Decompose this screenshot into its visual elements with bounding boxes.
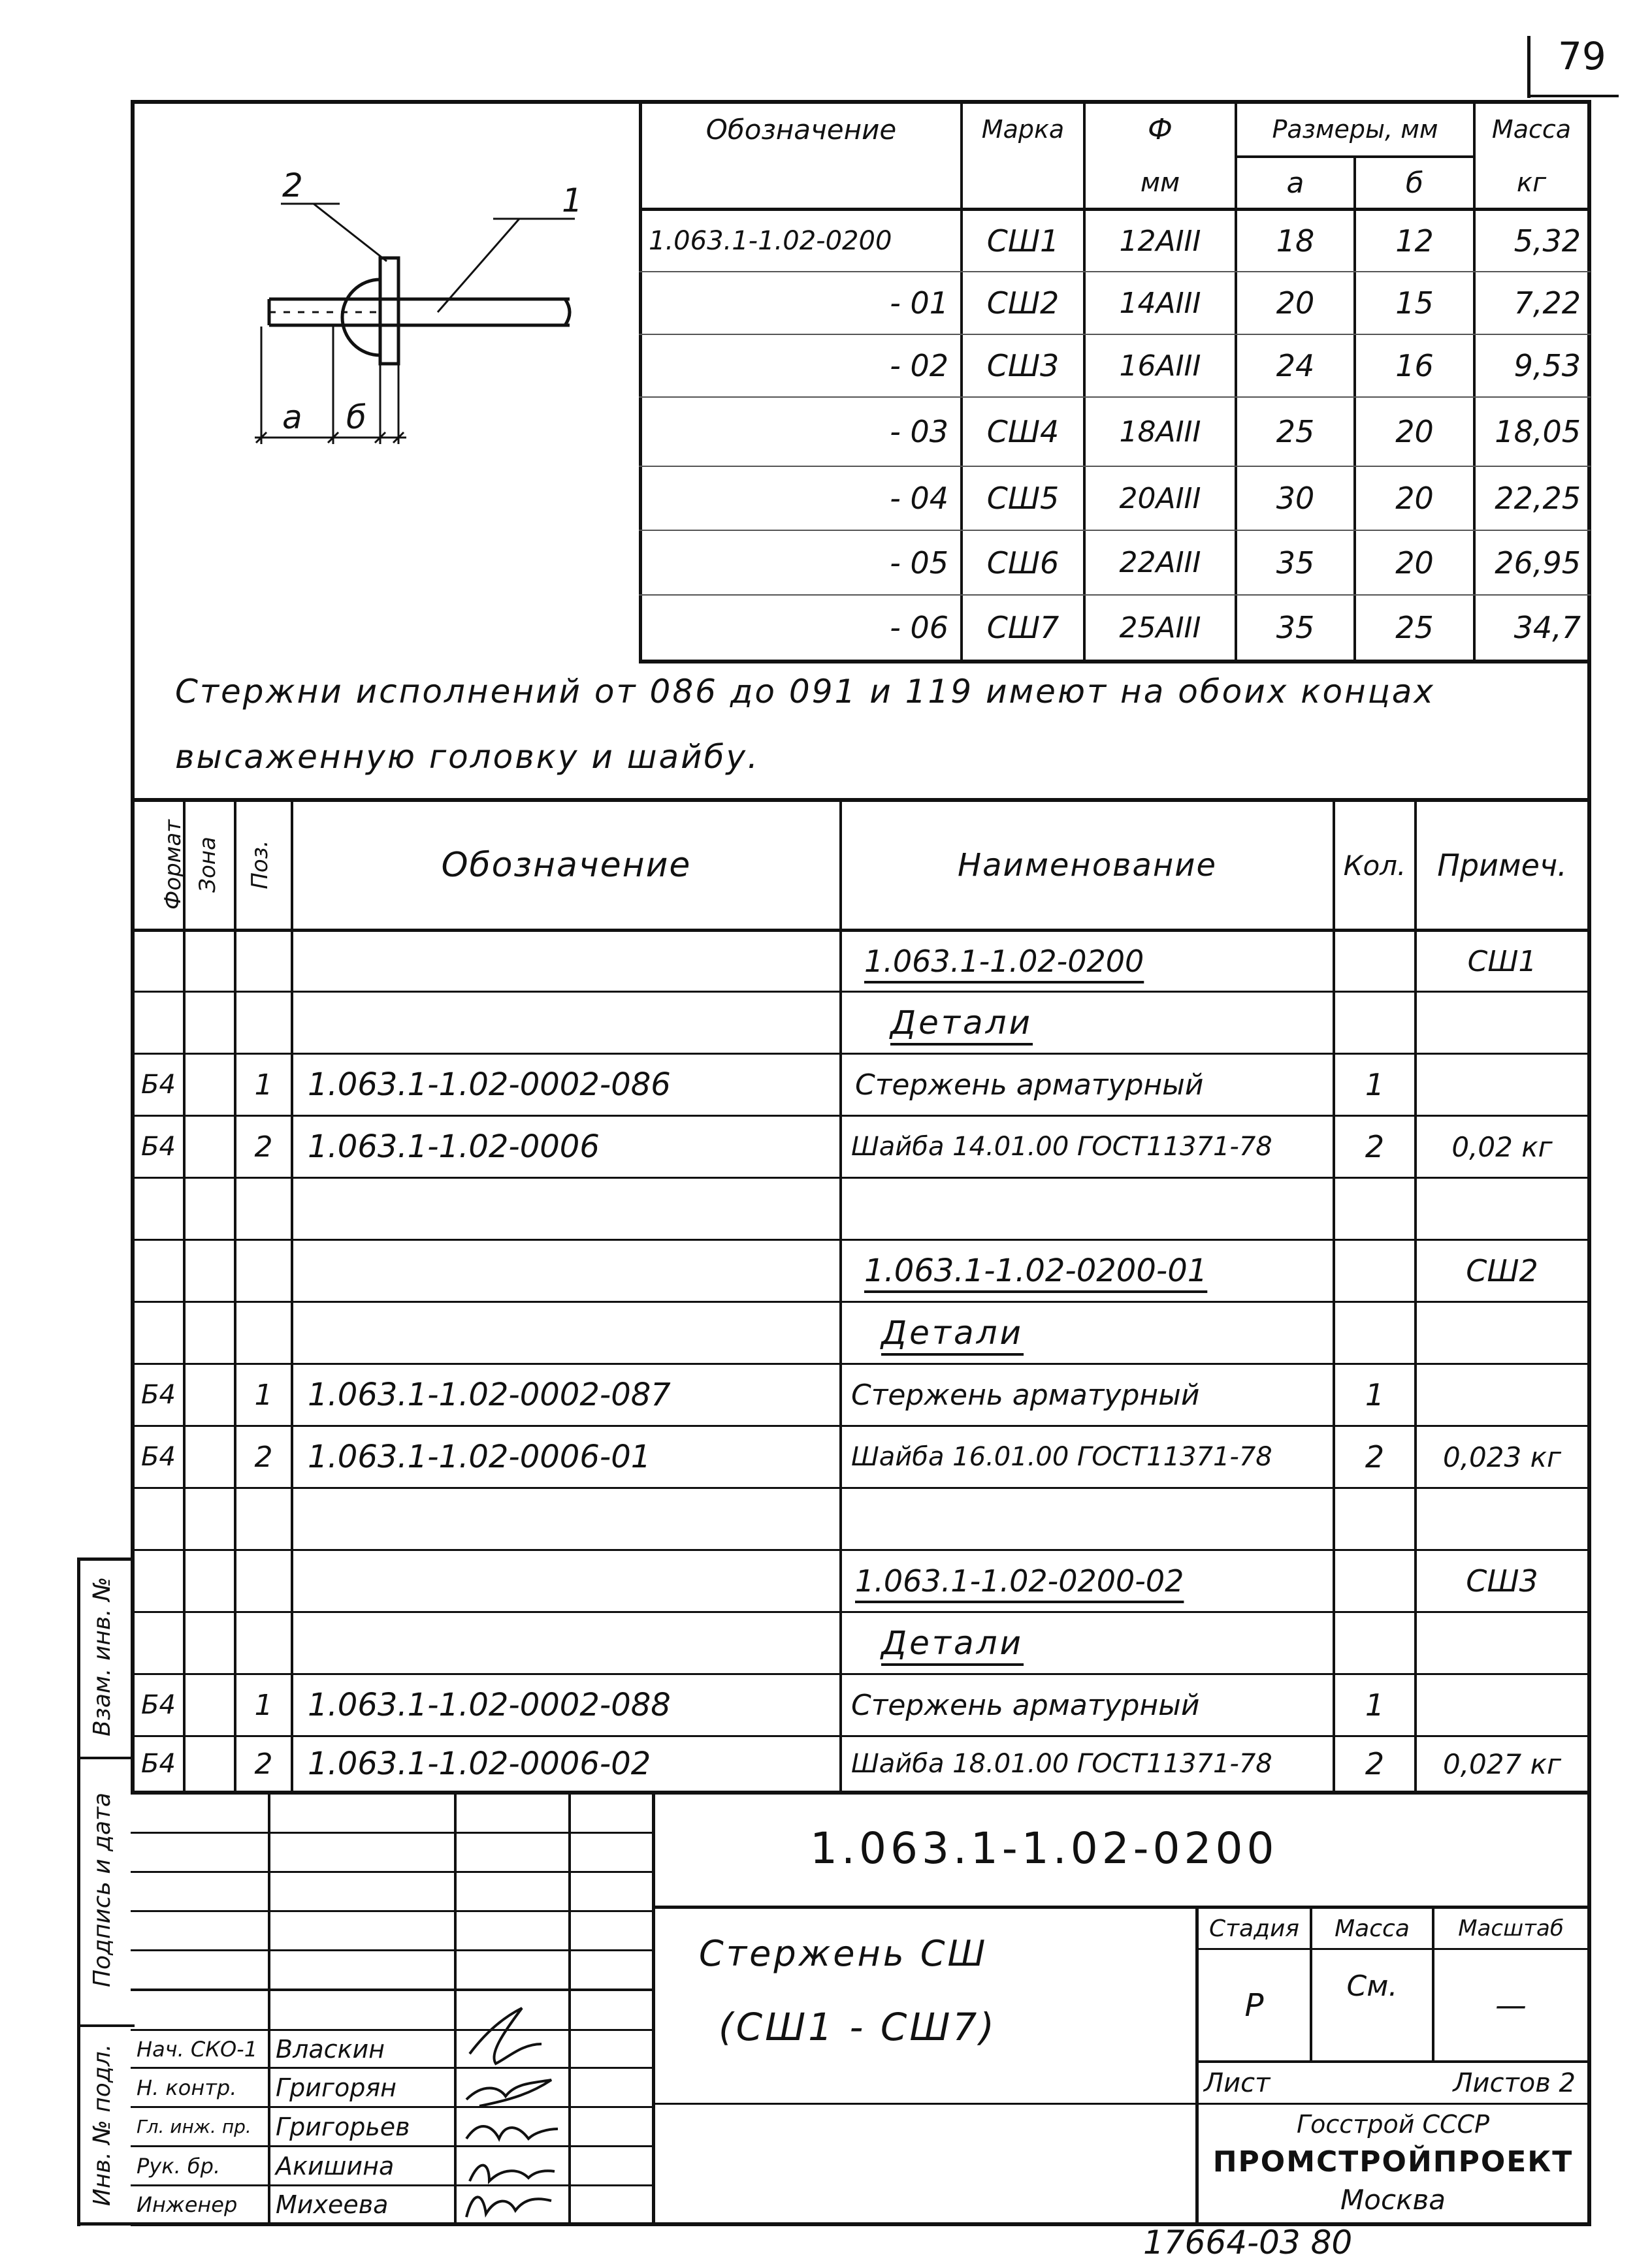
spec-row-format: Б4 xyxy=(141,1132,176,1162)
params-row-a: 24 xyxy=(1276,348,1315,383)
dim-a-label: а xyxy=(282,398,302,436)
spec-row-qty: 2 xyxy=(1365,1129,1385,1164)
spec-row-qty xyxy=(1335,1241,1414,1301)
footer-number: 17664-03 80 xyxy=(1143,2224,1353,2261)
params-row-mark: СШ4 xyxy=(986,414,1060,449)
product-name-line-2: (СШ1 - СШ7) xyxy=(719,2005,997,2049)
spec-row-pos xyxy=(236,932,291,991)
spec-row-format: Б4 xyxy=(141,1442,176,1472)
spec-row-designation: 1.063.1-1.02-0002-086 xyxy=(308,1066,671,1103)
spec-row-pos: 1 xyxy=(254,1378,273,1412)
spec-row-format xyxy=(134,1613,183,1673)
params-row-b: 16 xyxy=(1395,348,1434,383)
callout-1: 1 xyxy=(562,182,583,219)
params-row-mass: 18,05 xyxy=(1495,414,1581,449)
params-row-b: 15 xyxy=(1395,285,1434,321)
spec-header-format: Формат xyxy=(160,820,186,910)
params-row-mass: 5,32 xyxy=(1514,223,1581,259)
spec-row-qty: 2 xyxy=(1365,1439,1385,1475)
spec-row-pos: 2 xyxy=(254,1130,273,1164)
params-row-designation: 1.063.1-1.02-0200 xyxy=(649,226,892,256)
spec-row-note xyxy=(1417,1613,1587,1673)
spec-row-qty xyxy=(1335,1179,1414,1239)
spec-header-designation: Обозначение xyxy=(441,846,692,885)
staff-name: Григорьев xyxy=(276,2112,410,2141)
stage-value: Р xyxy=(1244,1987,1264,2024)
sheet-label: Лист xyxy=(1204,2068,1271,2098)
params-row-b: 20 xyxy=(1395,481,1434,516)
params-row-a: 18 xyxy=(1276,223,1315,259)
params-header-b: б xyxy=(1405,166,1424,200)
org-name: ПРОМСТРОЙПРОЕКТ xyxy=(1212,2145,1574,2179)
spec-row-note: 0,023 кг xyxy=(1442,1441,1562,1473)
spec-row-name: Стержень арматурный xyxy=(851,1688,1200,1722)
params-row-mark: СШ6 xyxy=(986,545,1060,581)
params-row-mass: 22,25 xyxy=(1495,481,1581,516)
spec-row-name: Шайба 14.01.00 ГОСТ11371-78 xyxy=(851,1132,1272,1162)
spec-row-note xyxy=(1417,1489,1587,1549)
params-header-a: а xyxy=(1286,166,1304,200)
product-name-line-1: Стержень СШ xyxy=(699,1933,988,1974)
spec-row-note xyxy=(1417,1675,1587,1735)
params-row-phi: 12АIII xyxy=(1119,224,1201,258)
spec-row-format xyxy=(134,1241,183,1301)
params-row-mark: СШ3 xyxy=(986,348,1060,383)
staff-role: Рук. бр. xyxy=(137,2153,221,2179)
signature-2 xyxy=(466,2080,551,2106)
spec-row-note: СШ2 xyxy=(1466,1253,1538,1288)
staff-role: Гл. инж. пр. xyxy=(137,2116,251,2137)
spec-row-designation xyxy=(293,1489,839,1549)
upset-head xyxy=(342,280,380,355)
spec-row-designation: 1.063.1-1.02-0006-02 xyxy=(308,1746,651,1782)
spec-row-qty: 1 xyxy=(1365,1687,1385,1723)
params-row-phi: 25АIII xyxy=(1119,611,1201,645)
spec-row-name: 1.063.1-1.02-0200-01 xyxy=(864,1253,1208,1289)
signature-1 xyxy=(470,2008,542,2064)
staff-name: Михеева xyxy=(276,2190,389,2219)
spec-row-name: Детали xyxy=(881,1624,1024,1662)
params-row-phi: 14АIII xyxy=(1119,286,1201,320)
spec-row-designation xyxy=(293,932,839,991)
doc-number: 1.063.1-1.02-0200 xyxy=(810,1823,1278,1874)
spec-row-note xyxy=(1417,1303,1587,1363)
page-number: 79 xyxy=(1558,34,1606,78)
spec-row-designation xyxy=(293,1613,839,1673)
params-row-mass: 34,7 xyxy=(1514,610,1581,645)
org-ministry: Госстрой СССР xyxy=(1296,2109,1489,2139)
spec-row-designation: 1.063.1-1.02-0002-087 xyxy=(308,1377,671,1413)
staff-name: Власкин xyxy=(276,2034,385,2064)
params-row-mark: СШ2 xyxy=(986,285,1060,321)
spec-row-format: Б4 xyxy=(141,1749,176,1779)
stage-header: Стадия xyxy=(1208,1915,1300,1942)
params-header-designation: Обозначение xyxy=(705,113,897,146)
note-line-2: высаженную головку и шайбу. xyxy=(175,738,760,776)
spec-header-zone: Зона xyxy=(195,837,221,893)
params-header-phi: Ф xyxy=(1148,112,1173,146)
params-header-mass: Масса xyxy=(1491,115,1572,144)
params-row-b: 20 xyxy=(1395,414,1434,449)
spec-row-format: Б4 xyxy=(141,1690,176,1720)
staff-role: Инженер xyxy=(137,2192,238,2217)
spec-row-qty xyxy=(1335,932,1414,991)
spec-row-format xyxy=(134,932,183,991)
params-header-phi-unit: мм xyxy=(1140,168,1180,198)
spec-row-format xyxy=(134,1303,183,1363)
spec-row-note: СШ1 xyxy=(1467,944,1537,978)
params-row-designation: - 01 xyxy=(890,285,948,321)
params-row-designation: - 04 xyxy=(890,481,948,516)
params-row-mark: СШ7 xyxy=(986,610,1060,645)
washer xyxy=(380,258,398,364)
spec-row-designation xyxy=(293,1551,839,1611)
spec-row-designation: 1.063.1-1.02-0002-088 xyxy=(308,1687,671,1723)
params-row-a: 35 xyxy=(1276,545,1315,581)
spec-row-designation xyxy=(293,1241,839,1301)
rod-break xyxy=(565,299,570,325)
spec-row-qty: 2 xyxy=(1365,1746,1385,1781)
spec-header-qty: Кол. xyxy=(1343,849,1406,882)
leader-2 xyxy=(314,204,387,261)
callout-2: 2 xyxy=(282,167,303,204)
scale-value: — xyxy=(1495,1987,1527,2024)
params-row-phi: 16АIII xyxy=(1119,349,1201,383)
side-label-inv-vzam: Взам. инв. № xyxy=(89,1576,116,1736)
signatures xyxy=(457,1992,568,2224)
spec-row-format xyxy=(134,1551,183,1611)
spec-row-name: 1.063.1-1.02-0200 xyxy=(864,944,1144,979)
spec-row-pos xyxy=(236,993,291,1053)
spec-row-designation: 1.063.1-1.02-0006-01 xyxy=(308,1439,651,1475)
side-label-inv-podl: Инв. № подл. xyxy=(89,2043,116,2207)
params-row-a: 20 xyxy=(1276,285,1315,321)
spec-row-designation: 1.063.1-1.02-0006 xyxy=(308,1128,600,1165)
note-line-1: Стержни исполнений от 086 до 091 и 119 имеют на обоих концах xyxy=(175,673,1435,711)
spec-row-pos xyxy=(236,1551,291,1611)
spec-row-qty: 1 xyxy=(1365,1377,1385,1413)
spec-row-name: 1.063.1-1.02-0200-02 xyxy=(855,1563,1184,1599)
params-row-designation: - 05 xyxy=(890,545,948,581)
spec-row-note: СШ3 xyxy=(1466,1563,1538,1599)
spec-row-pos: 1 xyxy=(254,1688,273,1722)
spec-row-note: 0,027 кг xyxy=(1442,1748,1562,1780)
mass-value: См. xyxy=(1346,1969,1398,2003)
params-header-mark: Марка xyxy=(981,115,1065,144)
spec-row-pos xyxy=(236,1303,291,1363)
staff-name: Акишина xyxy=(276,2151,395,2180)
spec-row-pos: 2 xyxy=(254,1747,273,1781)
spec-row-qty xyxy=(1335,1489,1414,1549)
spec-row-format xyxy=(134,1489,183,1549)
spec-row-name: Шайба 18.01.00 ГОСТ11371-78 xyxy=(851,1749,1272,1779)
dim-b-label: б xyxy=(346,398,366,436)
mass-header: Масса xyxy=(1335,1915,1410,1942)
spec-row-qty xyxy=(1335,993,1414,1053)
params-row-phi: 22АIII xyxy=(1119,546,1201,579)
spec-row-name: Детали xyxy=(881,1314,1024,1352)
spec-row-pos: 2 xyxy=(254,1440,273,1474)
params-row-a: 25 xyxy=(1276,414,1315,449)
params-row-b: 25 xyxy=(1395,610,1434,645)
spec-row-pos: 1 xyxy=(254,1068,273,1102)
spec-row-pos xyxy=(236,1489,291,1549)
spec-row-note: 0,02 кг xyxy=(1451,1130,1553,1163)
spec-row-name: Детали xyxy=(890,1004,1033,1042)
spec-row-pos xyxy=(236,1179,291,1239)
spec-row-name xyxy=(842,1179,1333,1239)
spec-row-name: Стержень арматурный xyxy=(855,1068,1204,1102)
params-header-sizes: Размеры, мм xyxy=(1272,115,1438,144)
spec-row-name: Шайба 16.01.00 ГОСТ11371-78 xyxy=(851,1442,1272,1472)
params-row-phi: 20АIII xyxy=(1119,481,1201,515)
spec-row-qty xyxy=(1335,1303,1414,1363)
scale-header: Масштаб xyxy=(1458,1915,1564,1941)
params-row-designation: - 02 xyxy=(890,348,948,383)
staff-role: Н. контр. xyxy=(137,2075,237,2100)
params-row-designation: - 06 xyxy=(890,610,948,645)
spec-row-note xyxy=(1417,1055,1587,1115)
spec-row-qty xyxy=(1335,1613,1414,1673)
spec-row-qty xyxy=(1335,1551,1414,1611)
params-row-phi: 18АIII xyxy=(1119,415,1201,449)
spec-row-note xyxy=(1417,993,1587,1053)
spec-row-qty: 1 xyxy=(1365,1067,1385,1102)
spec-row-format: Б4 xyxy=(141,1070,176,1100)
spec-header-pos: Поз. xyxy=(247,840,273,889)
spec-row-designation xyxy=(293,1303,839,1363)
staff-role: Нач. СКО-1 xyxy=(137,2036,258,2062)
spec-row-note xyxy=(1417,1365,1587,1425)
spec-row-name xyxy=(842,1489,1333,1549)
spec-row-pos xyxy=(236,1613,291,1673)
spec-row-note xyxy=(1417,1179,1587,1239)
sheets-count: Листов 2 xyxy=(1453,2068,1576,2098)
spec-header-name: Наименование xyxy=(957,847,1217,884)
spec-row-name: Стержень арматурный xyxy=(851,1378,1200,1412)
spec-row-format xyxy=(134,1179,183,1239)
spec-row-designation xyxy=(293,993,839,1053)
spec-row-format: Б4 xyxy=(141,1380,176,1410)
params-header-mass-unit: кг xyxy=(1516,168,1547,198)
spec-header-note: Примеч. xyxy=(1437,848,1567,883)
staff-name: Григорян xyxy=(276,2073,397,2102)
spec-row-pos xyxy=(236,1241,291,1301)
params-row-b: 20 xyxy=(1395,545,1434,581)
org-city: Москва xyxy=(1340,2183,1446,2216)
spec-row-format xyxy=(134,993,183,1053)
signature-5 xyxy=(466,2197,551,2217)
params-row-mark: СШ5 xyxy=(986,481,1060,516)
params-row-mass: 9,53 xyxy=(1514,348,1581,383)
params-row-b: 12 xyxy=(1395,223,1434,259)
params-row-designation: - 03 xyxy=(890,414,948,449)
params-row-mass: 7,22 xyxy=(1514,285,1581,321)
params-row-a: 35 xyxy=(1276,610,1315,645)
side-label-sign-date: Подпись и дата xyxy=(89,1792,116,1988)
params-row-a: 30 xyxy=(1276,481,1315,516)
signature-4 xyxy=(470,2165,555,2181)
signature-3 xyxy=(466,2126,558,2139)
params-row-mass: 26,95 xyxy=(1495,545,1581,581)
spec-row-designation xyxy=(293,1179,839,1239)
params-row-mark: СШ1 xyxy=(986,223,1060,259)
